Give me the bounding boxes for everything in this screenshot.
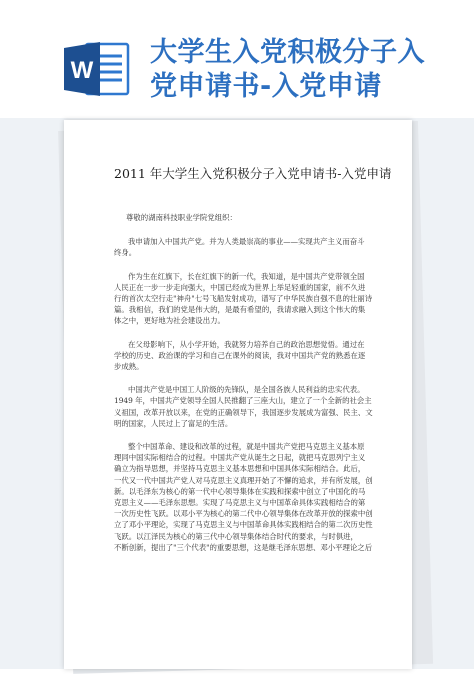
paragraph-line: 明的国家，人民过上了富足的生活。 (114, 418, 233, 428)
paragraph-line: 一代又一代中国共产党人对马克思主义真理开始了不懈的追求，并有所发展，创 (114, 475, 373, 485)
paragraph-line: 整个中国革命、建设和改革的过程，就是中国共产党把马克思主义基本原 (128, 442, 365, 452)
word-document-icon (64, 40, 130, 98)
paragraph-line: 终身。 (114, 248, 137, 258)
document-body (114, 212, 374, 565)
paragraph (114, 236, 374, 258)
paragraph-line: 不断创新，提出了"三个代表"的重要思想，这是继毛泽东思想、邓小平理论之后 (114, 542, 373, 552)
document-title: 2011 年大学生入党积极分子入党申请书-入党申请 (114, 166, 392, 181)
banner (0, 0, 474, 115)
paragraph-line: 作为生在红旗下，长在红旗下的新一代，我知道，是中国共产党带领全国 (128, 271, 365, 281)
paragraph-line: 学校的历史、政治课的学习和自己在课外的阅读，我对中国共产党的熟悉在逐 (114, 350, 366, 360)
document-page (64, 120, 412, 669)
banner-title-line-2: 党申请书-入党申请 (150, 71, 382, 102)
paragraph-line: 一次历史性飞跃。以邓小平为核心的第二代中心领导集体在改革开放的探索中创 (114, 509, 373, 519)
paragraph-line: 行的首次太空行走"神舟"七号飞船发射成功，谱写了中华民族自强不息的壮丽诗 (114, 294, 373, 304)
banner-title-line-1: 大学生入党积极分子入 (150, 37, 425, 68)
paragraph-line: 理同中国实际相结合的过程。中国共产党从诞生之日起，就把马克思列宁主义 (114, 453, 366, 463)
paragraph (114, 441, 374, 553)
paragraph-line: 克思主义——毛泽东思想。实现了马克思主义与中国革命具体实践相结合的第 (114, 498, 366, 508)
paragraph (114, 271, 374, 327)
paragraph-line: 步成熟。 (114, 362, 144, 372)
paragraph-line: 篇。我相信，我们的党是伟大的，是最有希望的，我请求融入到这个伟大的集 (114, 305, 366, 315)
paragraph (114, 384, 374, 429)
paragraph-line: 立了邓小平理论，实现了马克思主义与中国革命具体实践相结合的第二次历史性 (114, 520, 373, 530)
paragraph-line: 中国共产党是中国工人阶级的先锋队，是全国各族人民利益的忠实代表。 (128, 385, 365, 395)
paragraph-line: 义祖国，改革开放以来，在党的正确领导下，我国逐步发展成为富强、民主、文 (114, 407, 373, 417)
paragraph-line: 人民正在一步一步走向强大，中国已经成为世界上举足轻重的国家，前不久进 (114, 282, 366, 292)
salutation: 尊敬的湖南科技职业学院党组织： (126, 213, 237, 222)
banner-title (150, 36, 465, 104)
paragraph-line: 确立为指导思想，并坚持马克思主义基本思想和中国具体实际相结合。此后， (114, 464, 366, 474)
paragraph (114, 339, 374, 373)
paragraph-list (114, 236, 374, 553)
paragraph-line: 飞跃。以江泽民为核心的第三代中心领导集体结合时代的要求，与时俱进， (114, 531, 358, 541)
paragraph-line: 1949 年，中国共产党领导全国人民推翻了三座大山，建立了一个全新的社会主 (114, 396, 372, 406)
paragraph-line: 我申请加入中国共产党。并为人类最崇高的事业——实现共产主义而奋斗 (128, 237, 365, 247)
paragraph-line: 体之中，更好地为社会建设出力。 (114, 316, 225, 326)
paragraph-line: 新。以毛泽东为核心的第一代中心领导集体在实践和探索中创立了中国化的马 (114, 486, 366, 496)
word-logo-letter: W (70, 57, 94, 84)
paragraph-line: 在父母影响下，从小学开始，我就努力培养自己的政治思想觉悟。通过在 (128, 339, 365, 349)
